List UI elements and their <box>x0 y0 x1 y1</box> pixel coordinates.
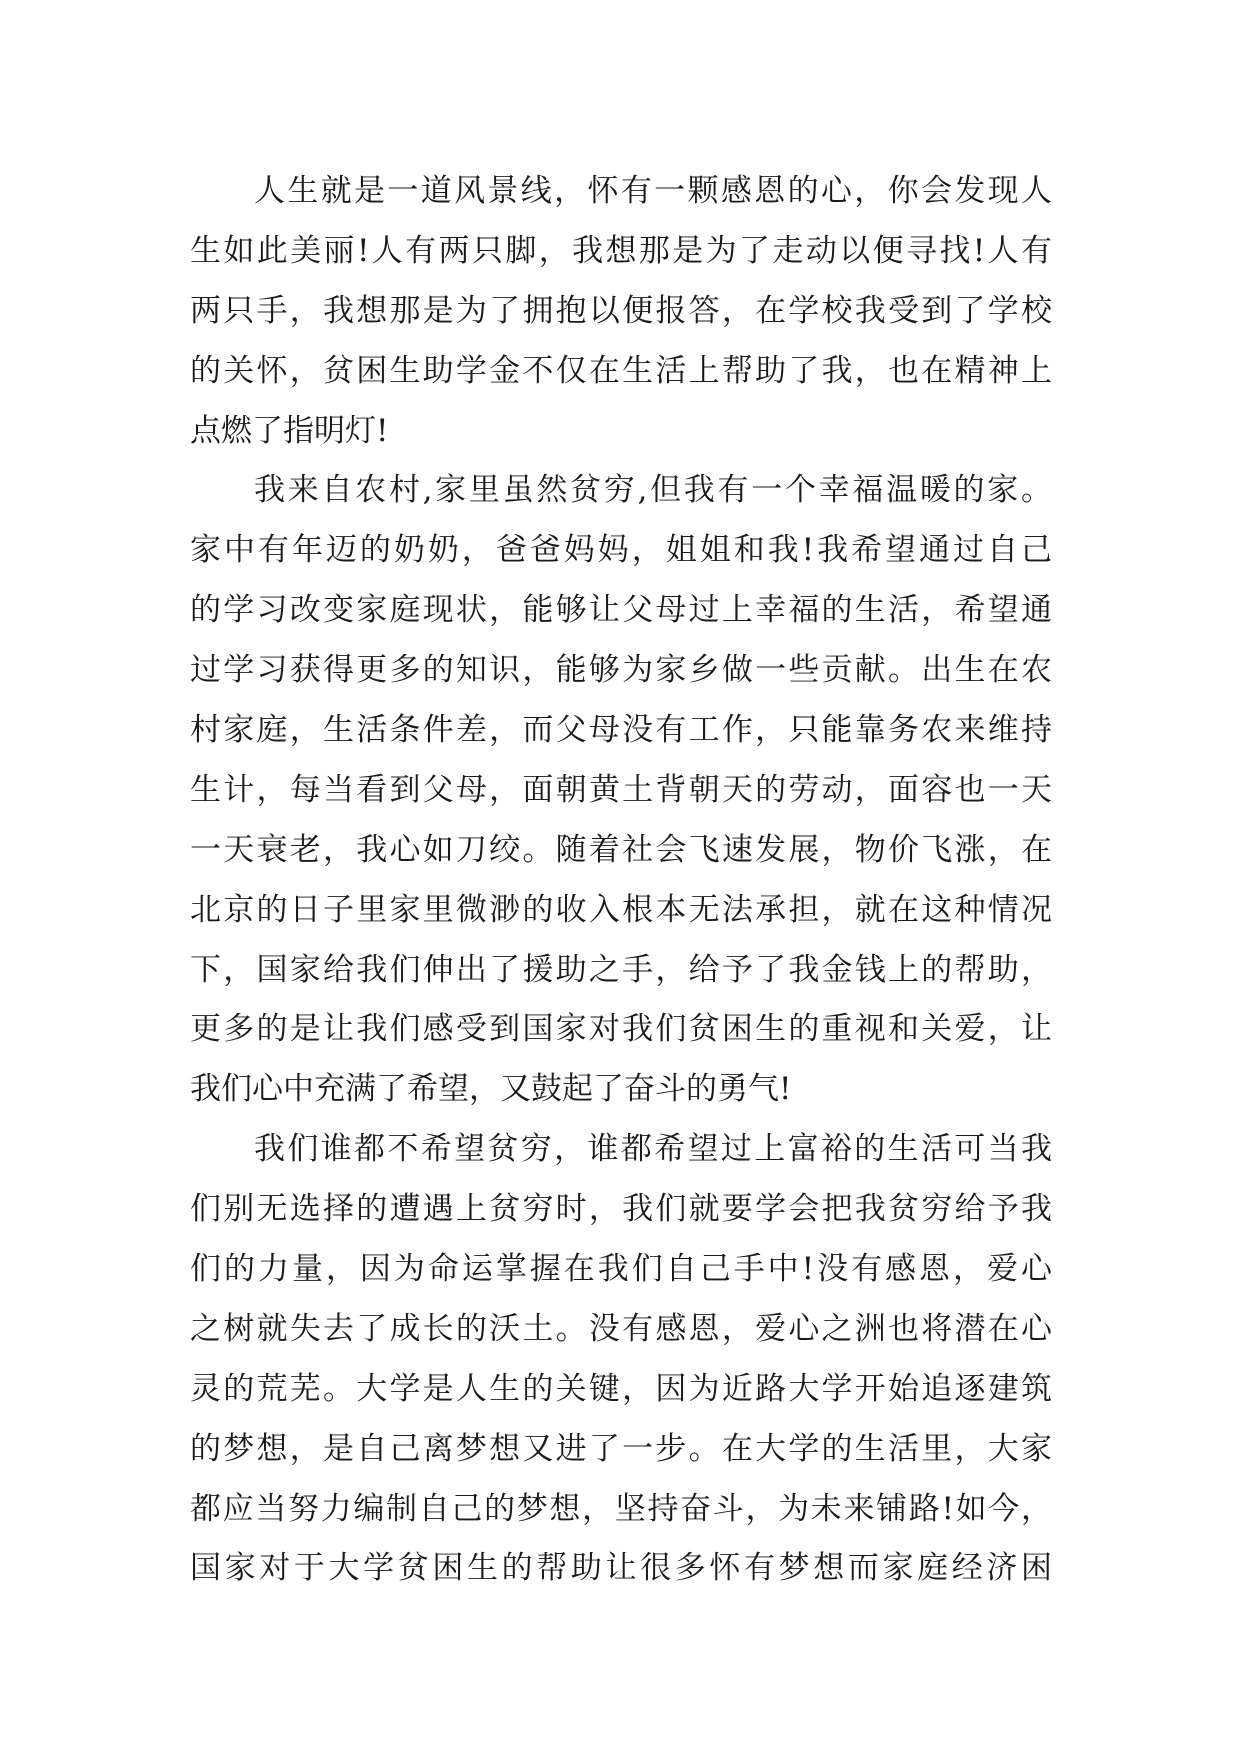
paragraph-3-line-8: 国家对于大学贫困生的帮助让很多怀有梦想而家庭经济困 <box>190 1550 1052 1587</box>
paragraph-1-line-1: 人生就是一道风景线，怀有一颗感恩的心，你会发现人 <box>254 173 1052 209</box>
paragraph-2-line-7: 一天衰老，我心如刀绞。随着社会飞速发展，物价飞涨，在 <box>190 831 1052 868</box>
paragraph-3-line-6: 的梦想，是自己离梦想又进了一步。在大学的生活里，大家 <box>190 1430 1052 1467</box>
paragraph-2-line-11: 我们心中充满了希望，又鼓起了奋斗的勇气! <box>190 1071 792 1108</box>
paragraph-2-line-8: 北京的日子里家里微渺的收入根本无法承担，就在这种情况 <box>190 891 1052 928</box>
paragraph-3-line-2: 们别无选择的遭遇上贫穷时，我们就要学会把我贫穷给予我 <box>190 1191 1052 1228</box>
paragraph-1-line-3: 两只手，我想那是为了拥抱以便报答，在学校我受到了学校 <box>190 292 1052 329</box>
paragraph-2-line-9: 下，国家给我们伸出了援助之手，给予了我金钱上的帮助， <box>190 951 1052 988</box>
paragraph-1-line-2: 生如此美丽!人有两只脚，我想那是为了走动以便寻找!人有 <box>190 232 1052 269</box>
paragraph-2-line-4: 过学习获得更多的知识，能够为家乡做一些贡献。出生在农 <box>190 652 1052 689</box>
paragraph-1-line-4: 的关怀，贫困生助学金不仅在生活上帮助了我，也在精神上 <box>190 352 1052 389</box>
paragraph-3-line-5: 灵的荒芜。大学是人生的关键，因为近路大学开始追逐建筑 <box>190 1370 1052 1407</box>
paragraph-3-line-1: 我们谁都不希望贫穷，谁都希望过上富裕的生活可当我 <box>254 1131 1052 1168</box>
paragraph-3-line-7: 都应当努力编制自己的梦想，坚持奋斗，为未来铺路!如今， <box>190 1490 1052 1527</box>
paragraph-1-line-5: 点燃了指明灯! <box>190 412 389 449</box>
body-text <box>190 162 1052 1599</box>
paragraph-2-line-10: 更多的是让我们感受到国家对我们贫困生的重视和关爱，让 <box>190 1011 1052 1048</box>
paragraph-2-line-2: 家中有年迈的奶奶，爸爸妈妈，姐姐和我!我希望通过自己 <box>190 532 1052 569</box>
paragraph-2-line-5: 村家庭，生活条件差，而父母没有工作，只能靠务农来维持 <box>190 712 1052 749</box>
paragraph-2-line-3: 的学习改变家庭现状，能够让父母过上幸福的生活，希望通 <box>190 592 1052 629</box>
paragraph-2-line-1: 我来自农村,家里虽然贫穷,但我有一个幸福温暖的家。 <box>254 472 1052 509</box>
paragraph-2-line-6: 生计，每当看到父母，面朝黄土背朝天的劳动，面容也一天 <box>190 771 1052 808</box>
paragraph-3-line-4: 之树就失去了成长的沃土。没有感恩，爱心之洲也将潜在心 <box>190 1310 1052 1347</box>
paragraph-3-line-3: 们的力量，因为命运掌握在我们自己手中!没有感恩，爱心 <box>190 1251 1052 1288</box>
